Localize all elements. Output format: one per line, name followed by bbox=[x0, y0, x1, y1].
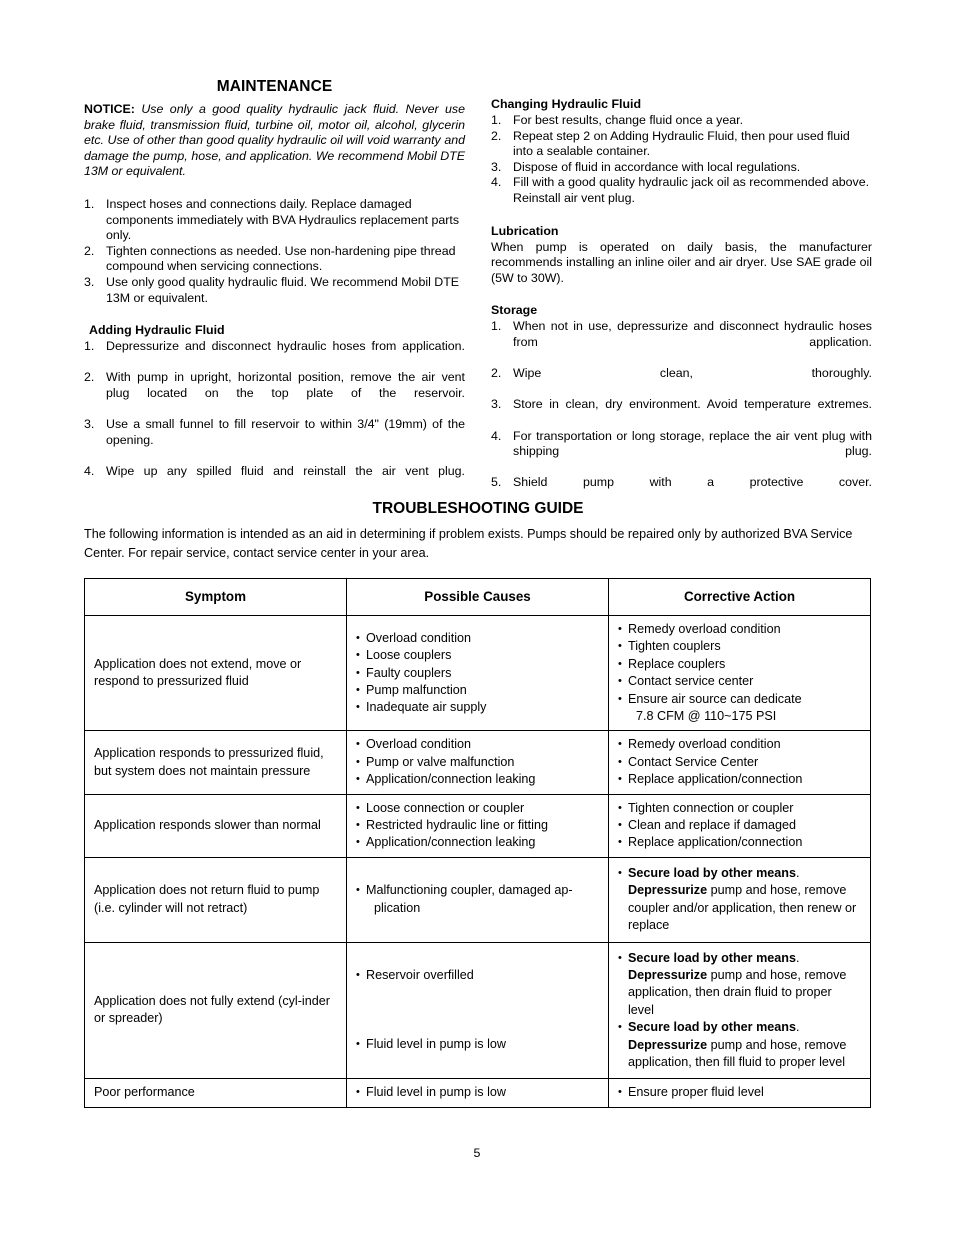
list-text: Use a small funnel to fill reservoir to within 3/4" (19mm) of the opening. bbox=[106, 417, 465, 447]
lubrication-heading: Lubrication bbox=[491, 223, 559, 238]
list-text: Remedy overload condition bbox=[628, 622, 781, 636]
storage-heading: Storage bbox=[491, 303, 538, 318]
actions-list bbox=[618, 736, 861, 788]
list-item bbox=[618, 1084, 861, 1101]
list-number: 4. bbox=[491, 175, 502, 190]
list-text: Contact service center bbox=[628, 674, 754, 689]
list-text: Tighten couplers bbox=[628, 639, 721, 654]
page-title: MAINTENANCE bbox=[216, 78, 333, 95]
cell-corrective-action bbox=[609, 731, 871, 794]
cell-symptom: Application does not fully extend (cyl-inder or spreader) bbox=[85, 942, 347, 1079]
list-item: • Secure load by other means. Depressurize pump and hose, remove coupler and/or application, then renew or replace bbox=[618, 865, 861, 935]
table-row bbox=[85, 794, 871, 857]
causes-list bbox=[356, 630, 599, 717]
list-text: Fill with a good quality hydraulic jack oil as recommended above. Reinstall air vent plug. bbox=[513, 175, 870, 205]
table-row bbox=[85, 616, 871, 731]
troubleshooting-title: TROUBLESHOOTING GUIDE bbox=[372, 500, 584, 517]
cell-possible-causes bbox=[347, 731, 609, 794]
list-text: Loose couplers bbox=[366, 648, 452, 663]
list-item bbox=[491, 129, 872, 160]
emphasis-text: Secure load by other means bbox=[628, 1020, 796, 1035]
list-item bbox=[618, 673, 861, 690]
list-text: Dispose of fluid in accordance with local regulations. bbox=[513, 159, 801, 174]
list-text: Wipe clean, thoroughly. bbox=[513, 366, 872, 381]
list-text: Ensure proper fluid level bbox=[628, 1085, 764, 1100]
cell-symptom: Application responds to pressurized fluid, but system does not maintain pressure bbox=[85, 731, 347, 794]
column-header-possible-causes: Possible Causes bbox=[347, 579, 609, 616]
list-item bbox=[84, 464, 465, 495]
adding-hydraulic-fluid-heading: Adding Hydraulic Fluid bbox=[89, 323, 225, 338]
emphasis-text: Depressurize bbox=[628, 967, 708, 982]
list-item bbox=[618, 771, 861, 788]
causes-list bbox=[356, 736, 599, 788]
list-item bbox=[84, 197, 465, 244]
list-item bbox=[356, 771, 599, 788]
troubleshooting-section bbox=[84, 500, 872, 563]
list-item bbox=[618, 638, 861, 655]
list-text: Faulty couplers bbox=[366, 665, 452, 680]
list-text: Fluid level in pump is low bbox=[366, 1037, 506, 1052]
list-number: 4. bbox=[491, 428, 502, 443]
list-item: • Secure load by other means. Depressurize pump and hose, remove application, then drain fluid to proper level bbox=[618, 950, 861, 1020]
cell-possible-causes bbox=[347, 942, 609, 1079]
causes-list bbox=[356, 1084, 599, 1101]
list-item bbox=[618, 834, 861, 851]
list-text: Tighten connections as needed. Use non-hardening pipe thread compound when servicing connections. bbox=[106, 243, 456, 274]
list-item bbox=[356, 1084, 599, 1101]
changing-hydraulic-fluid-steps bbox=[491, 113, 872, 207]
list-number: 2. bbox=[84, 370, 95, 385]
list-text: Replace application/connection bbox=[628, 772, 803, 787]
list-item bbox=[356, 754, 599, 771]
list-text-continued: plication bbox=[374, 900, 421, 915]
list-text: Fluid level in pump is low bbox=[366, 1085, 506, 1100]
list-item bbox=[84, 417, 465, 464]
cell-possible-causes bbox=[347, 1079, 609, 1107]
adding-hydraulic-fluid-steps bbox=[84, 339, 465, 495]
list-text: Application/connection leaking bbox=[366, 835, 536, 850]
table-row bbox=[85, 731, 871, 794]
list-text: Ensure air source can dedicate bbox=[628, 691, 802, 706]
emphasis-text: Depressurize bbox=[628, 883, 708, 898]
emphasis-text: Secure load by other means bbox=[628, 950, 796, 965]
list-number: 5. bbox=[491, 475, 502, 490]
list-text: Wipe up any spilled fluid and reinstall the air vent plug. bbox=[106, 463, 465, 478]
list-text: Restricted hydraulic line or fitting bbox=[366, 818, 548, 833]
notice-body: Use only a good quality hydraulic jack fluid. Never use brake fluid, transmission fluid, turbine oil, motor oil, alcohol, glycerin etc. Use of other than good quality hydraulic oil will void warranty and damage the pump, hose, and application. We recommend Mobil DTE 13M or equivalent. bbox=[84, 102, 465, 179]
cell-symptom: Application does not return fluid to pump (i.e. cylinder will not retract) bbox=[85, 857, 347, 942]
list-text: Shield pump with a protective cover. bbox=[513, 475, 872, 490]
list-text: For transportation or long storage, replace the air vent plug with shipping plug. bbox=[513, 428, 872, 459]
table-body bbox=[85, 616, 871, 1108]
list-number: 3. bbox=[84, 417, 95, 432]
table-row bbox=[85, 1079, 871, 1107]
list-item bbox=[491, 160, 872, 176]
list-text: Application/connection leaking bbox=[366, 772, 536, 787]
list-item bbox=[491, 175, 872, 206]
causes-list bbox=[356, 882, 599, 917]
actions-list bbox=[618, 800, 861, 852]
emphasis-text: Depressurize bbox=[628, 1037, 708, 1052]
list-item bbox=[356, 967, 599, 984]
cell-corrective-action bbox=[609, 857, 871, 942]
list-item bbox=[491, 319, 872, 366]
actions-list bbox=[618, 950, 861, 1072]
list-text: With pump in upright, horizontal position, remove the air vent plug located on the top plate of the reservoir. bbox=[106, 370, 465, 400]
cell-corrective-action bbox=[609, 942, 871, 1079]
troubleshooting-table bbox=[84, 578, 871, 1108]
list-item bbox=[491, 113, 872, 129]
list-number: 2. bbox=[491, 366, 502, 381]
list-item bbox=[618, 691, 861, 726]
emphasis-text: Secure load by other means bbox=[628, 865, 796, 880]
list-item bbox=[618, 817, 861, 834]
cell-possible-causes bbox=[347, 794, 609, 857]
list-item bbox=[491, 366, 872, 397]
list-text: Contact Service Center bbox=[628, 754, 759, 769]
cell-possible-causes bbox=[347, 616, 609, 731]
cell-symptom: Application does not extend, move or respond to pressurized fluid bbox=[85, 616, 347, 731]
table-row bbox=[85, 942, 871, 1079]
notice-paragraph bbox=[84, 102, 465, 180]
list-item bbox=[491, 429, 872, 476]
list-item bbox=[618, 736, 861, 753]
list-text: Pump malfunction bbox=[366, 682, 467, 697]
list-item bbox=[618, 754, 861, 771]
list-item bbox=[356, 682, 599, 699]
list-text: Replace application/connection bbox=[628, 835, 803, 850]
table-header-row bbox=[85, 579, 871, 616]
list-text: Tighten connection or coupler bbox=[628, 800, 794, 815]
list-item bbox=[618, 656, 861, 673]
list-item bbox=[84, 244, 465, 275]
list-number: 2. bbox=[491, 128, 502, 143]
list-text: Store in clean, dry environment. Avoid temperature extremes. bbox=[513, 397, 872, 412]
list-text: When not in use, depressurize and disconnect hydraulic hoses from application. bbox=[513, 319, 872, 349]
list-number: 3. bbox=[491, 397, 502, 412]
list-item: • Secure load by other means. Depressurize pump and hose, remove application, then fill fluid to proper level bbox=[618, 1019, 861, 1071]
list-item bbox=[618, 800, 861, 817]
list-text: For best results, change fluid once a year. bbox=[513, 113, 744, 127]
list-item bbox=[356, 1036, 599, 1053]
cell-corrective-action bbox=[609, 794, 871, 857]
list-item bbox=[84, 339, 465, 370]
list-item bbox=[356, 834, 599, 851]
page-number: 5 bbox=[473, 1146, 481, 1160]
lubrication-paragraph: When pump is operated on daily basis, the manufacturer recommends installing an inline oiler and air dryer. Use SAE grade oil (5W to 30W). bbox=[491, 239, 872, 285]
column-header-corrective-action: Corrective Action bbox=[609, 579, 871, 616]
list-number: 3. bbox=[491, 159, 502, 174]
actions-list bbox=[618, 865, 861, 935]
changing-hydraulic-fluid-heading: Changing Hydraulic Fluid bbox=[491, 97, 642, 111]
list-text: Malfunctioning coupler, damaged ap- bbox=[366, 883, 573, 898]
cell-possible-causes bbox=[347, 857, 609, 942]
actions-list bbox=[618, 621, 861, 725]
list-item bbox=[84, 370, 465, 417]
list-number: 4. bbox=[84, 463, 95, 478]
list-item bbox=[84, 275, 465, 306]
list-text: Overload condition bbox=[366, 630, 472, 645]
notice-label: NOTICE: bbox=[84, 102, 135, 116]
list-item bbox=[356, 882, 599, 917]
list-number: 1. bbox=[84, 339, 95, 354]
list-text: Replace couplers bbox=[628, 656, 726, 671]
list-text: Depressurize and disconnect hydraulic hoses from application. bbox=[106, 339, 465, 354]
troubleshooting-intro: The following information is intended as an aid in determining if problem exists. Pumps should be repaired only by authorized BVA Service Center. For repair service, contact service center in your area. bbox=[84, 527, 853, 560]
list-item bbox=[356, 630, 599, 647]
list-text: Pump or valve malfunction bbox=[366, 754, 515, 769]
list-text: Remedy overload condition bbox=[628, 737, 781, 752]
causes-list bbox=[356, 800, 599, 852]
list-number: 1. bbox=[491, 113, 502, 127]
right-column bbox=[491, 78, 872, 506]
list-item bbox=[356, 647, 599, 664]
left-column bbox=[84, 78, 465, 506]
list-text: Overload condition bbox=[366, 737, 472, 752]
general-maintenance-steps bbox=[84, 197, 465, 306]
list-item bbox=[356, 699, 599, 716]
storage-steps bbox=[491, 319, 872, 506]
table-row bbox=[85, 857, 871, 942]
list-number: 1. bbox=[84, 196, 95, 211]
cell-symptom: Poor performance bbox=[85, 1079, 347, 1107]
list-item bbox=[356, 736, 599, 753]
causes-list bbox=[356, 967, 599, 1054]
cell-symptom: Application responds slower than normal bbox=[85, 794, 347, 857]
list-item bbox=[356, 817, 599, 834]
list-number: 3. bbox=[84, 274, 95, 289]
list-item bbox=[618, 621, 861, 638]
list-text: Clean and replace if damaged bbox=[628, 818, 797, 833]
list-item bbox=[356, 665, 599, 682]
list-item bbox=[356, 800, 599, 817]
list-item bbox=[491, 397, 872, 428]
column-header-symptom: Symptom bbox=[85, 579, 347, 616]
list-text: Loose connection or coupler bbox=[366, 800, 525, 815]
list-text: Inadequate air supply bbox=[366, 700, 487, 715]
list-text: Inspect hoses and connections daily. Replace damaged components immediately with BVA Hydraulics replacement parts only. bbox=[106, 196, 460, 243]
list-text-continued: 7.8 CFM @ 110~175 PSI bbox=[636, 709, 777, 724]
actions-list bbox=[618, 1084, 861, 1101]
list-text: Reservoir overfilled bbox=[366, 968, 474, 983]
cell-corrective-action bbox=[609, 1079, 871, 1107]
list-text: Repeat step 2 on Adding Hydraulic Fluid, then pour used fluid into a sealable container. bbox=[513, 128, 850, 159]
cell-corrective-action bbox=[609, 616, 871, 731]
list-number: 2. bbox=[84, 243, 95, 258]
list-text: Use only good quality hydraulic fluid. We recommend Mobil DTE 13M or equivalent. bbox=[106, 274, 460, 305]
list-number: 1. bbox=[491, 319, 502, 334]
maintenance-two-column-layout bbox=[84, 78, 872, 506]
